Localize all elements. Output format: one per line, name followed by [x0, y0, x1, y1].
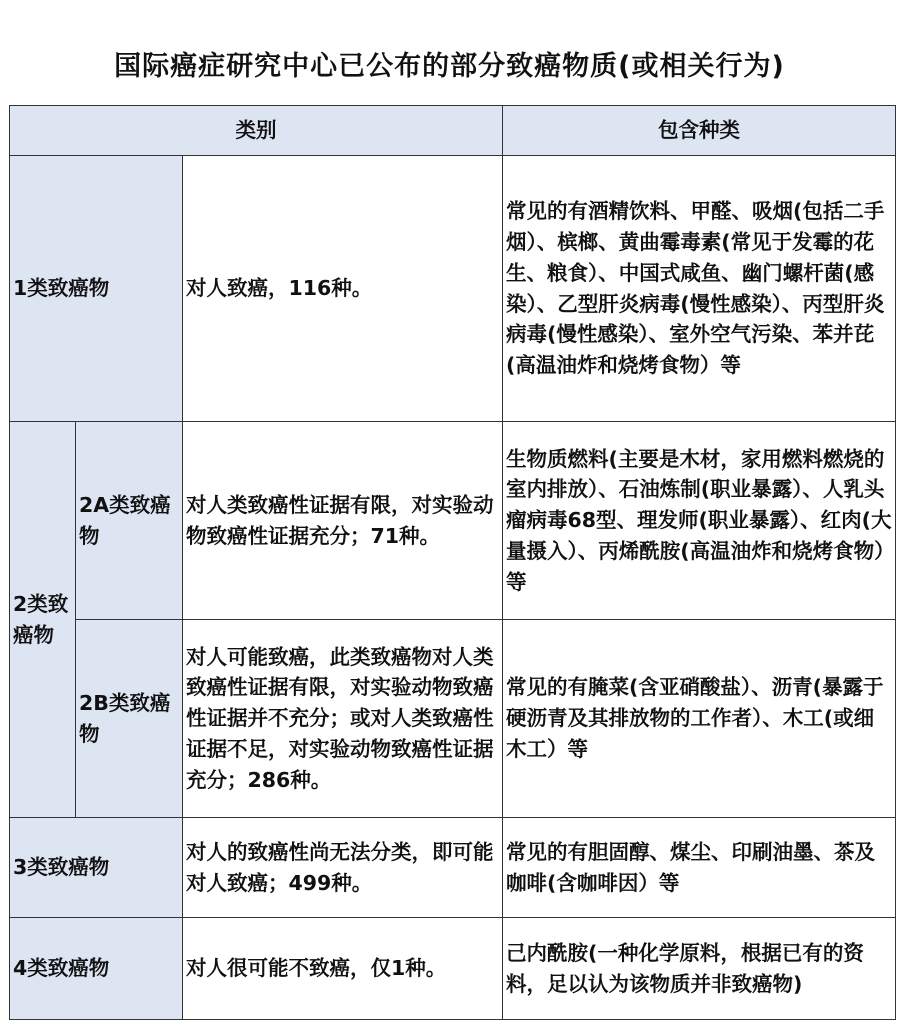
- carcinogen-table: [9, 105, 896, 1020]
- class2a-label: 2A类致癌物: [76, 422, 183, 620]
- page-title: 国际癌症研究中心已公布的部分致癌物质(或相关行为): [114, 51, 785, 82]
- class2b-description: 对人可能致癌，此类致癌物对人类致癌性证据有限，对实验动物致癌性证据并不充分；或对人类致癌性证据不足，对实验动物致癌性证据充分；286种。: [183, 620, 503, 818]
- class1-includes: 常见的有酒精饮料、甲醛、吸烟(包括二手烟）、槟榔、黄曲霉毒素(常见于发霉的花生、粮食）、中国式咸鱼、幽门螺杆菌(感染）、乙型肝炎病毒(慢性感染）、丙型肝炎病毒(慢性感染）、室外空气污染、苯并芘(高温油炸和烧烤食物）等: [503, 156, 896, 422]
- class2b-label: 2B类致癌物: [76, 620, 183, 818]
- table-header-row: [10, 106, 896, 156]
- class3-label: 3类致癌物: [10, 818, 183, 918]
- class2a-includes: 生物质燃料(主要是木材，家用燃料燃烧的室内排放）、石油炼制(职业暴露）、人乳头瘤病毒68型、理发师(职业暴露）、红肉(大量摄入）、丙烯酰胺(高温油炸和烧烤食物）等: [503, 422, 896, 620]
- table-row-class3: [10, 818, 896, 918]
- class4-label: 4类致癌物: [10, 918, 183, 1020]
- class2b-includes: 常见的有腌菜(含亚硝酸盐）、沥青(暴露于硬沥青及其排放物的工作者）、木工(或细木工）等: [503, 620, 896, 818]
- class1-label: 1类致癌物: [10, 156, 183, 422]
- table-row-class2b: [10, 620, 896, 818]
- class4-includes: 己内酰胺(一种化学原料，根据已有的资料，足以认为该物质并非致癌物): [503, 918, 896, 1020]
- class2a-description: 对人类致癌性证据有限，对实验动物致癌性证据充分；71种。: [183, 422, 503, 620]
- table-row-class4: [10, 918, 896, 1020]
- header-category: 类别: [10, 106, 503, 156]
- class3-description: 对人的致癌性尚无法分类，即可能对人致癌；499种。: [183, 818, 503, 918]
- class2-label: 2类致癌物: [10, 422, 76, 818]
- table-row-class1: [10, 156, 896, 422]
- class3-includes: 常见的有胆固醇、煤尘、印刷油墨、茶及咖啡(含咖啡因）等: [503, 818, 896, 918]
- header-includes: 包含种类: [503, 106, 896, 156]
- class4-description: 对人很可能不致癌，仅1种。: [183, 918, 503, 1020]
- table-row-class2a: [10, 422, 896, 620]
- class1-description: 对人致癌，116种。: [183, 156, 503, 422]
